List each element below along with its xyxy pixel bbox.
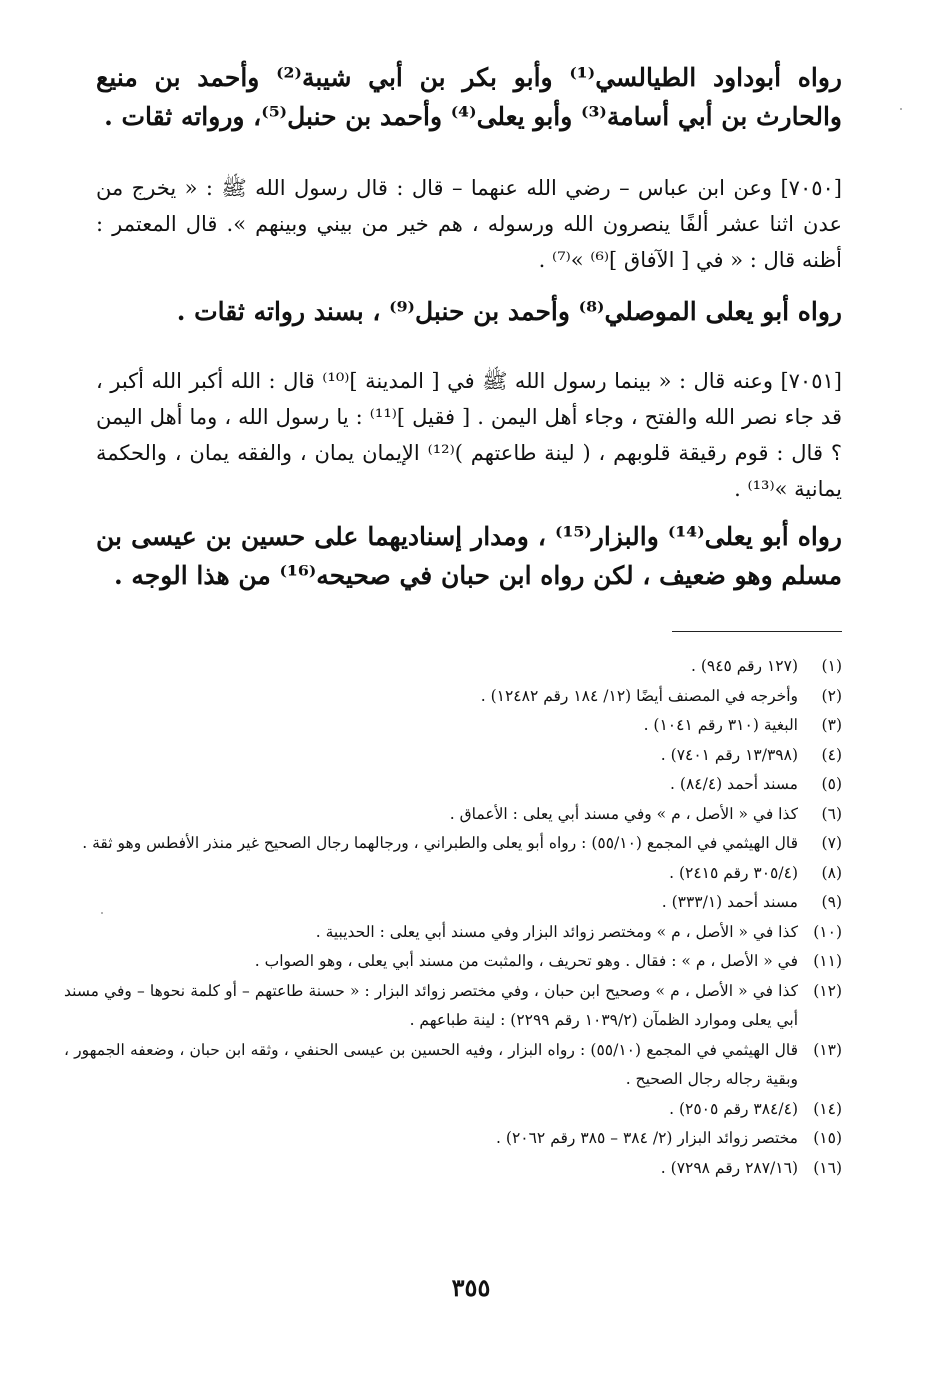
footnote-number: (٣) — [821, 716, 842, 734]
footnote-text: كذا في « الأصل ، م » ومختصر زوائد البزار وفي مسند أبي يعلى : الحديبية . — [315, 922, 798, 941]
footnote-item — [64, 1124, 842, 1154]
footnote-item — [64, 1036, 842, 1095]
footnote-text: في « الأصل ، م » : فقال . وهو تحريف ، والمثبت من مسند أبي يعلى ، وهو الصواب . — [254, 952, 798, 970]
footnote-text: مسند أحمد (٨٤/٤) . — [670, 775, 798, 793]
footnote-number: (١٣) — [813, 1040, 842, 1059]
footnote-item — [64, 829, 842, 859]
footnote-item — [64, 947, 842, 977]
footnote-number: (٥) — [821, 775, 842, 793]
footnote-item — [64, 977, 842, 1036]
narration-paragraph: رواه أبوداود الطيالسي⁽¹⁾ وأبو بكر بن أبي شيبة⁽²⁾ وأحمد بن منيع والحارث بن أبي أسامة⁽³⁾ وأبو يعلى⁽⁴⁾ وأحمد بن حنبل⁽⁵⁾، ورواته ثقات . — [96, 63, 842, 131]
footnote-text: (٣٠٥/٤ رقم ٢٤١٥) . — [669, 863, 798, 882]
footnote-number: (١) — [821, 657, 842, 675]
footnote-number: (١٥) — [813, 1129, 842, 1147]
footnote-number: (٧) — [821, 834, 842, 852]
hadith-7050-paragraph: [٧٠٥٠] وعن ابن عباس – رضي الله عنهما – قال : قال رسول الله ﷺ : « يخرج من عدن اثنا عشر ألفًا ينصرون الله ورسوله ، هم خير من بيني وبينهم ». قال المعتمر : أظنه قال : « في [ الآفاق ]⁽⁶⁾ »⁽⁷⁾ . — [96, 176, 842, 272]
footnote-text: كذا في « الأصل ، م » وصحيح ابن حبان ، وفي مختصر زوائد البزار : « حسنة طاعتهم – أو كلمة نحوها – وفي مسند أبي يعلى وموارد الظمآن (١٠٣٩/٢ رقم ٢٢٩٩) : لينة طباعهم . — [64, 981, 798, 1029]
footnote-number: (١١) — [813, 952, 842, 970]
main-text — [96, 58, 842, 595]
footnote-item — [64, 711, 842, 741]
footnote-text: مسند أحمد (٣٣٣/١) . — [661, 893, 798, 911]
footnote-item — [64, 1095, 842, 1125]
footnote-text: البغية (٣١٠ رقم ١٠٤١) . — [643, 716, 798, 734]
footnote-item — [64, 800, 842, 830]
footnote-item — [64, 682, 842, 712]
page-number: ٣٥٥ — [451, 1273, 491, 1302]
footnote-number: (١٦) — [813, 1158, 842, 1177]
footnote-number: (٨) — [821, 863, 842, 882]
footnote-item — [64, 1154, 842, 1184]
footnote-item — [64, 741, 842, 771]
footnote-number: (٩) — [821, 893, 842, 911]
footnote-separator — [672, 631, 842, 632]
narration-paragraph: رواه أبو يعلى الموصلي⁽⁸⁾ وأحمد بن حنبل⁽⁹⁾ ، بسند رواته ثقات . — [176, 297, 842, 326]
footnote-text: قال الهيثمي في المجمع (٥٥/١٠) : رواه أبو يعلى والطبراني ، ورجالهما رجال الصحيح غير منذر الأفطس وهو ثقة . — [82, 834, 798, 852]
footnote-number: (٢) — [821, 686, 842, 705]
footnote-item — [64, 859, 842, 889]
footnote-item — [64, 770, 842, 800]
narration-paragraph: رواه أبو يعلى⁽¹⁴⁾ والبزار⁽¹⁵⁾ ، ومدار إسناديهما على حسين بن عيسى بن مسلم وهو ضعيف ، لكن رواه ابن حبان في صحيحه⁽¹⁶⁾ من هذا الوجه . — [96, 522, 842, 590]
footnote-text: وأخرجه في المصنف أيضًا (١٢/ ١٨٤ رقم ١٢٤٨٢) . — [480, 686, 798, 705]
footnote-text: قال الهيثمي في المجمع (٥٥/١٠) : رواه البزار ، وفيه الحسين بن عيسى الحنفي ، وثقه ابن حبان ، وضعفه الجمهور ، وبقية رجاله رجال الصحيح . — [64, 1040, 798, 1088]
footnote-text: مختصر زوائد البزار (٢/ ٣٨٤ – ٣٨٥ رقم ٢٠٦٢) . — [496, 1129, 798, 1147]
footnote-item — [64, 888, 842, 918]
footnote-number: (١٠) — [813, 922, 842, 941]
footnote-item — [64, 918, 842, 948]
footnote-number: (٦) — [821, 804, 842, 823]
footnote-number: (١٢) — [813, 981, 842, 1000]
footnotes — [64, 652, 842, 1183]
scan-speck — [101, 912, 103, 914]
scan-speck — [900, 108, 902, 110]
footnote-text: (٢٨٧/١٦ رقم ٧٢٩٨) . — [660, 1158, 798, 1177]
footnote-number: (١٤) — [813, 1099, 842, 1118]
footnote-number: (٤) — [821, 745, 842, 764]
hadith-7051-paragraph: [٧٠٥١] وعنه قال : « بينما رسول الله ﷺ في [ المدينة ]⁽¹⁰⁾ قال : الله أكبر الله أكبر ، قد جاء نصر الله والفتح ، وجاء أهل اليمن . [ فقيل ]⁽¹¹⁾ : يا رسول الله ، وما أهل اليمن ؟ قال : قوم رقيقة قلوبهم ، ( لينة طاعتهم )⁽¹²⁾ الإيمان يمان ، والفقه يمان ، والحكمة يمانية »⁽¹³⁾ . — [96, 369, 842, 501]
footnote-text: (٣٨٤/٤ رقم ٢٥٠٥) . — [669, 1099, 798, 1118]
footnote-item — [64, 652, 842, 682]
footnote-text: كذا في « الأصل ، م » وفي مسند أبي يعلى : الأعماق . — [449, 804, 798, 823]
footnote-text: (١٣/٣٩٨ رقم ٧٤٠١) . — [660, 745, 798, 764]
footnote-text: (١٢٧ رقم ٩٤٥) . — [690, 657, 798, 675]
